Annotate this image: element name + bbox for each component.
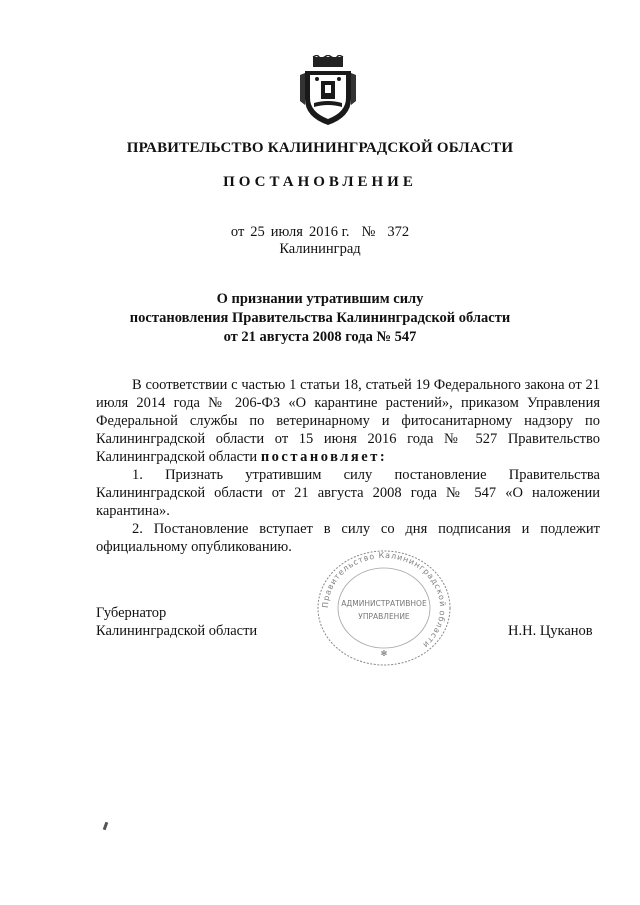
official-stamp xyxy=(314,548,454,668)
title-line-3: от 21 августа 2008 года № 547 xyxy=(223,329,417,345)
document-body xyxy=(96,376,600,556)
date-number-line xyxy=(0,224,640,241)
stamp-inner-line-1: АДМИНИСТРАТИВНОЕ xyxy=(341,599,427,608)
stray-mark xyxy=(103,822,109,831)
city: Калининград xyxy=(279,241,361,257)
signatory-name: Н.Н. Цуканов xyxy=(508,623,593,639)
item-2: 2. Постановление вступает в силу со дня подписания и подлежит официальному опубликованию. xyxy=(96,521,600,555)
signatory-position-line-1: Губернатор xyxy=(96,605,167,621)
title-line-1: О признании утратившим силу xyxy=(216,291,424,307)
number-sign: № xyxy=(361,224,376,240)
date-day: 25 xyxy=(250,224,265,240)
date-prefix: от xyxy=(230,224,245,240)
date-year: 2016 г. xyxy=(308,224,350,240)
signatory-position xyxy=(96,604,257,640)
title-line-2: постановления Правительства Калининградской области xyxy=(129,310,511,326)
stamp-inner-line-2: УПРАВЛЕНИЕ xyxy=(358,612,410,621)
stamp-outer-text: Правительство Калининградской области xyxy=(320,550,448,650)
organization-name: ПРАВИТЕЛЬСТВО КАЛИНИНГРАДСКОЙ ОБЛАСТИ xyxy=(126,140,514,156)
document-title xyxy=(0,290,640,347)
decree-word: постановляет: xyxy=(260,449,388,465)
coat-of-arms-icon xyxy=(299,55,357,127)
item-1: 1. Признать утратившим силу постановление Правительства Калининградской области от 21 августа 2008 года № 547 «О наложении карантина». xyxy=(96,467,600,519)
document-type: ПОСТАНОВЛЕНИЕ xyxy=(223,174,417,190)
document-number: 372 xyxy=(387,224,410,240)
date-month: июля xyxy=(270,224,303,240)
stamp-star-icon: ✻ xyxy=(380,649,388,658)
preamble-paragraph xyxy=(96,376,600,466)
signatory-position-line-2: Калининградской области xyxy=(96,623,258,639)
preamble-text: В соответствии с частью 1 статьи 18, статьей 19 Федерального закона от 21 июля 2014 года № 206-ФЗ «О карантине растений», приказом Управления Федеральной службы по ветеринарному и фитосанитарному надзору по Калининградской области от 15 июня 2016 года № 527 Правительство Калининградской области xyxy=(96,377,600,465)
